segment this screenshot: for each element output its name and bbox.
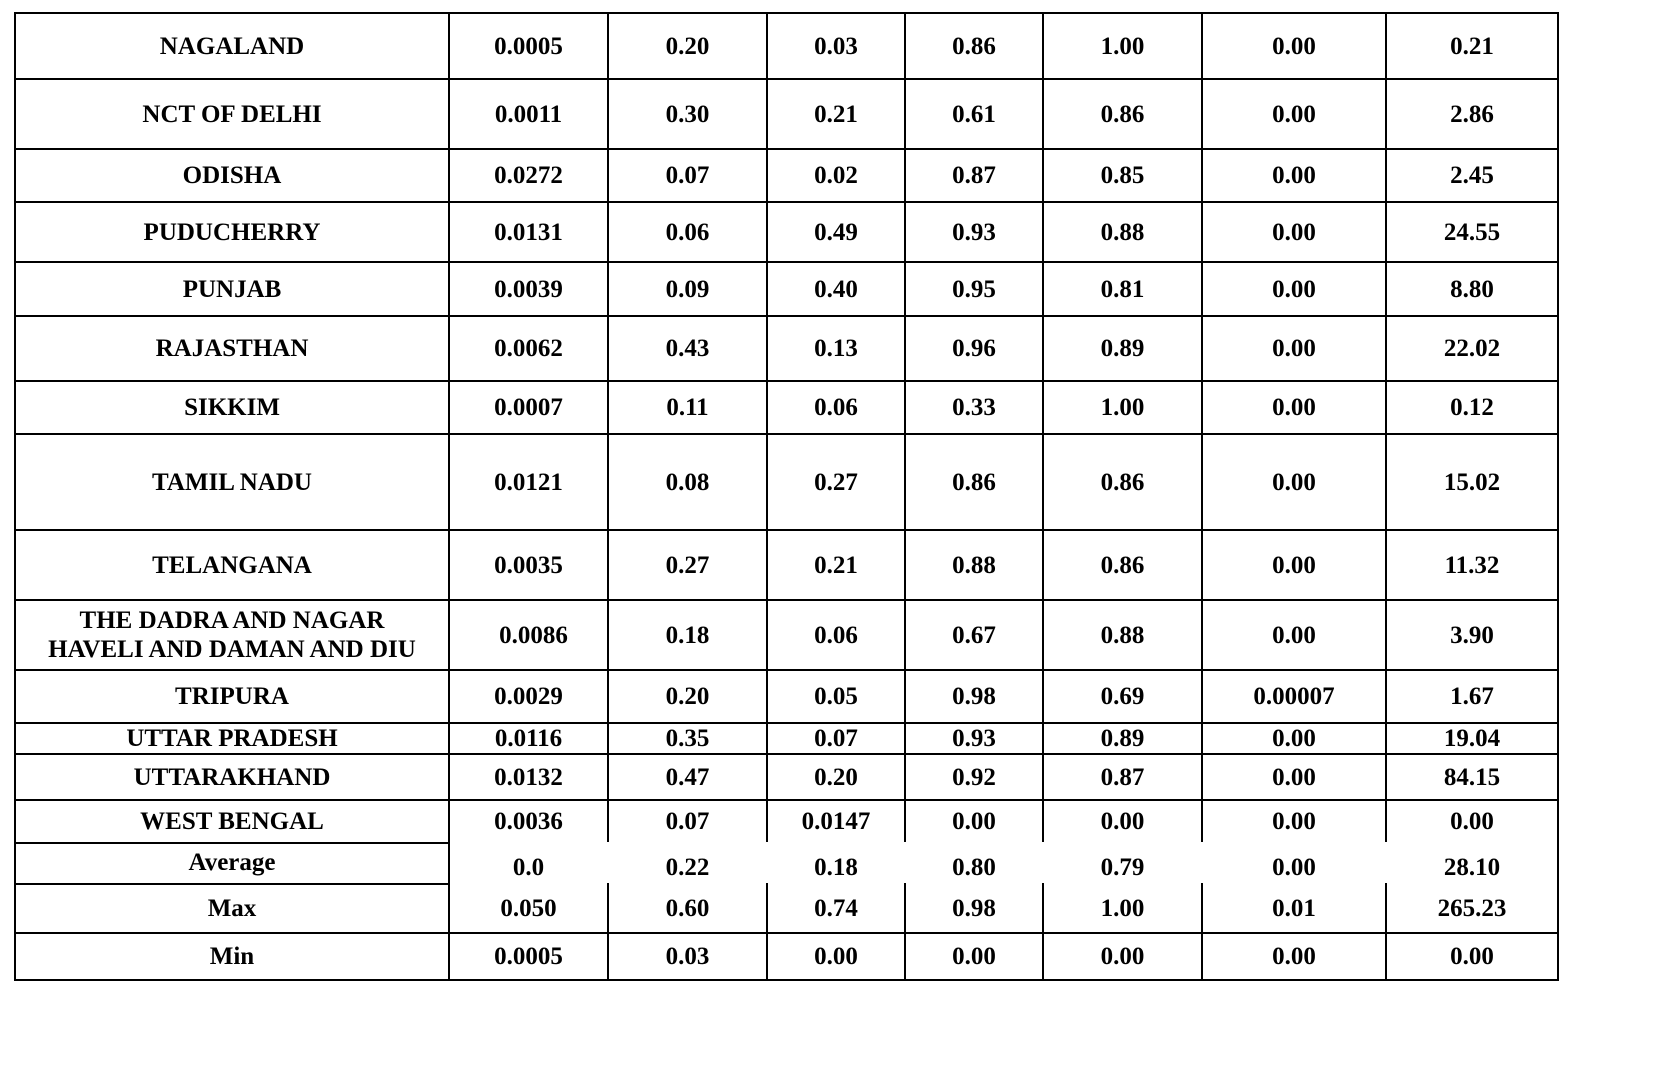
value-cell: 0.02 — [814, 162, 858, 189]
value-cell: 0.05 — [814, 683, 858, 710]
value-cell: 0.21 — [1450, 32, 1494, 60]
summary-value-cell: 0.0005 — [494, 943, 563, 970]
value-cell: 0.06 — [814, 394, 858, 421]
value-cell: 0.86 — [952, 32, 996, 60]
value-cell: 0.98 — [952, 683, 996, 710]
value-cell: 0.0132 — [494, 763, 563, 791]
summary-value-cell: 1.00 — [1100, 895, 1145, 922]
value-cell: 24.55 — [1443, 218, 1501, 246]
value-cell: 0.27 — [814, 468, 858, 496]
value-cell: 0.0036 — [494, 808, 563, 835]
value-cell: 0.00 — [1272, 335, 1316, 362]
value-cell: 0.40 — [814, 275, 858, 303]
summary-value-cell: 265.23 — [1437, 895, 1507, 922]
value-cell: 0.11 — [666, 394, 709, 421]
value-cell: 0.08 — [665, 468, 710, 496]
value-cell: 0.03 — [814, 32, 858, 60]
value-cell: 0.00007 — [1253, 683, 1335, 710]
value-cell: 0.89 — [1100, 725, 1145, 752]
value-cell: 0.18 — [665, 621, 710, 649]
value-cell: 2.45 — [1450, 162, 1494, 189]
value-cell: 0.00 — [1272, 32, 1316, 60]
value-cell: 0.00 — [1100, 808, 1145, 835]
summary-value-cell: 0.00 — [952, 943, 996, 970]
value-cell: 0.92 — [952, 763, 996, 791]
summary-value-cell: 0.22 — [665, 854, 710, 881]
state-name-cell: TELANGANA — [152, 551, 312, 579]
value-cell: 0.0086 — [499, 621, 568, 649]
value-cell: 0.21 — [814, 551, 858, 579]
summary-value-cell: 0.00 — [1272, 854, 1316, 881]
state-name-cell: PUDUCHERRY — [143, 218, 321, 246]
state-name-cell: NCT OF DELHI — [142, 100, 322, 128]
value-cell: 0.13 — [814, 335, 858, 362]
value-cell: 0.85 — [1100, 162, 1145, 189]
value-cell: 0.0131 — [494, 218, 563, 246]
value-cell: 0.20 — [665, 683, 710, 710]
value-cell: 0.00 — [1272, 621, 1316, 649]
summary-value-cell: 0.050 — [500, 895, 557, 922]
value-cell: 0.07 — [665, 808, 710, 835]
summary-value-cell: 0.03 — [665, 943, 710, 970]
value-cell: 0.33 — [952, 394, 996, 421]
summary-value-cell: 0.98 — [952, 895, 996, 922]
value-cell: 0.86 — [1100, 100, 1145, 128]
value-cell: 0.95 — [952, 275, 996, 303]
value-cell: 0.00 — [1272, 763, 1316, 791]
summary-value-cell: 0.00 — [814, 943, 858, 970]
value-cell: 0.93 — [952, 725, 996, 752]
value-cell: 1.00 — [1100, 394, 1145, 421]
value-cell: 15.02 — [1443, 468, 1501, 496]
summary-value-cell: 0.0 — [512, 854, 545, 881]
state-name-cell: UTTAR PRADESH — [126, 725, 338, 752]
value-cell: 0.00 — [1272, 218, 1316, 246]
value-cell: 0.20 — [665, 32, 710, 60]
state-name-cell: SIKKIM — [184, 394, 280, 421]
value-cell: 0.87 — [952, 162, 996, 189]
state-name-cell: PUNJAB — [182, 275, 282, 303]
value-cell: 19.04 — [1443, 725, 1501, 752]
value-cell: 0.00 — [1450, 808, 1494, 835]
value-cell: 0.00 — [1272, 162, 1316, 189]
value-cell: 0.00 — [1272, 551, 1316, 579]
value-cell: 2.86 — [1450, 100, 1494, 128]
value-cell: 0.43 — [665, 335, 710, 362]
state-name-cell: NAGALAND — [159, 32, 305, 60]
value-cell: 0.00 — [1272, 725, 1316, 752]
value-cell: 0.0121 — [494, 468, 563, 496]
value-cell: 0.0147 — [801, 808, 871, 835]
value-cell: 0.00 — [952, 808, 996, 835]
value-cell: 84.15 — [1443, 763, 1501, 791]
value-cell: 11.32 — [1444, 551, 1500, 579]
value-cell: 0.89 — [1100, 335, 1145, 362]
value-cell: 0.0062 — [494, 335, 563, 362]
value-cell: 0.88 — [1100, 218, 1145, 246]
value-cell: 0.67 — [952, 621, 996, 649]
state-name-cell: ODISHA — [182, 162, 282, 189]
value-cell: 0.0039 — [494, 275, 563, 303]
value-cell: 0.00 — [1272, 275, 1316, 303]
state-name-cell: WEST BENGAL — [140, 808, 324, 835]
value-cell: 0.21 — [814, 100, 858, 128]
value-cell: 0.86 — [952, 468, 996, 496]
value-cell: 0.35 — [665, 725, 710, 752]
value-cell: 0.86 — [1100, 468, 1145, 496]
value-cell: 0.47 — [665, 763, 710, 791]
value-cell: 0.88 — [952, 551, 996, 579]
value-cell: 0.00 — [1272, 394, 1316, 421]
value-cell: 3.90 — [1450, 621, 1494, 649]
value-cell: 8.80 — [1450, 275, 1494, 303]
value-cell: 0.0005 — [494, 32, 563, 60]
value-cell: 0.07 — [814, 725, 858, 752]
value-cell: 0.00 — [1272, 808, 1316, 835]
value-cell: 0.12 — [1450, 394, 1494, 421]
value-cell: 0.93 — [952, 218, 996, 246]
summary-value-cell: 0.00 — [1450, 943, 1494, 970]
value-cell: 0.49 — [814, 218, 858, 246]
value-cell: 0.88 — [1100, 621, 1145, 649]
state-name-cell: TAMIL NADU — [152, 468, 312, 496]
value-cell: 0.06 — [814, 621, 858, 649]
summary-label: Average — [188, 849, 276, 876]
state-name-cell: TRIPURA — [175, 683, 289, 710]
summary-value-cell: 0.01 — [1272, 895, 1316, 922]
table-outer-border — [14, 979, 1559, 981]
summary-value-cell: 0.74 — [814, 895, 858, 922]
summary-value-cell: 0.18 — [814, 854, 858, 881]
summary-value-cell: 0.00 — [1272, 943, 1316, 970]
summary-value-cell: 0.00 — [1100, 943, 1145, 970]
state-name-cell: THE DADRA AND NAGAR HAVELI AND DAMAN AND DIU — [48, 607, 416, 663]
summary-value-cell: 0.60 — [665, 895, 710, 922]
value-cell: 0.0011 — [494, 100, 563, 128]
summary-value-cell: 28.10 — [1443, 854, 1501, 881]
value-cell: 0.20 — [814, 763, 858, 791]
summary-label: Min — [209, 943, 255, 970]
summary-value-cell: 0.80 — [952, 854, 996, 881]
value-cell: 0.0007 — [494, 394, 563, 421]
value-cell: 0.07 — [665, 162, 710, 189]
value-cell: 0.86 — [1100, 551, 1145, 579]
table-outer-border — [1557, 12, 1559, 981]
value-cell: 0.30 — [665, 100, 710, 128]
value-cell: 0.27 — [665, 551, 710, 579]
state-name-cell: RAJASTHAN — [155, 335, 309, 362]
summary-value-cell: 0.79 — [1100, 854, 1145, 881]
value-cell: 0.87 — [1100, 763, 1145, 791]
value-cell: 0.0272 — [494, 162, 563, 189]
value-cell: 0.06 — [665, 218, 710, 246]
value-cell: 0.00 — [1272, 468, 1316, 496]
value-cell: 0.0029 — [494, 683, 563, 710]
value-cell: 1.00 — [1100, 32, 1145, 60]
summary-label: Max — [207, 895, 257, 922]
value-cell: 0.0035 — [494, 551, 563, 579]
value-cell: 0.96 — [952, 335, 996, 362]
value-cell: 0.61 — [952, 100, 996, 128]
value-cell: 0.81 — [1100, 275, 1145, 303]
state-name-cell: UTTARAKHAND — [133, 763, 331, 791]
value-cell: 22.02 — [1443, 335, 1501, 362]
value-cell: 0.00 — [1272, 100, 1316, 128]
value-cell: 0.0116 — [494, 725, 563, 752]
value-cell: 0.69 — [1100, 683, 1145, 710]
value-cell: 0.09 — [665, 275, 710, 303]
value-cell: 1.67 — [1450, 683, 1494, 710]
